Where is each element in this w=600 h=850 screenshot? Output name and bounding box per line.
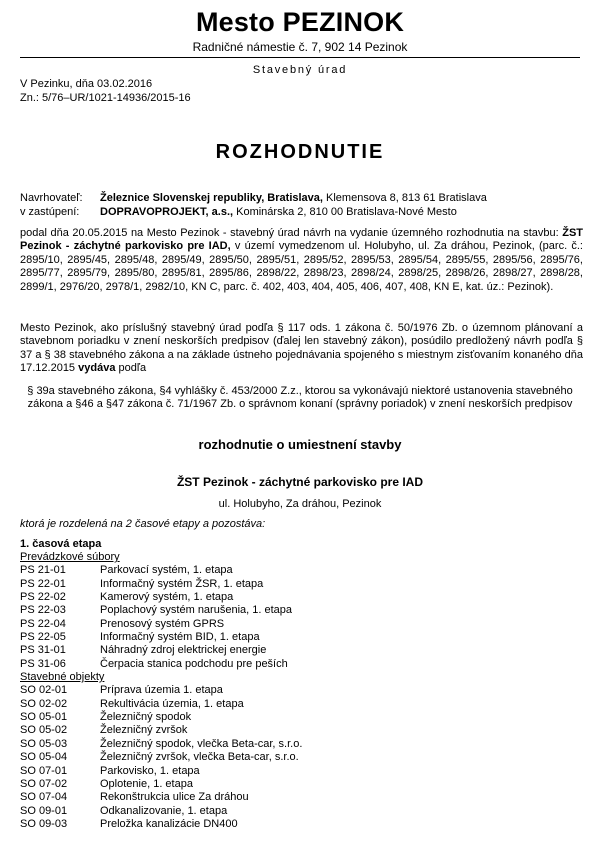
office-name: Stavebný úrad: [252, 64, 348, 76]
item-name: Náhradný zdroj elektrickej energie: [100, 644, 267, 657]
list-item: [20, 818, 580, 831]
item-name: Čerpacia stanica podchodu pre peších: [100, 657, 288, 670]
item-code: SO 05-02: [20, 724, 68, 737]
reference-number: Zn.: 5/76–UR/1021-14936/2015-16: [20, 92, 191, 104]
applicant-label: Navrhovateľ:: [20, 192, 83, 204]
item-name: Preložka kanalizácie DN400: [100, 817, 238, 830]
item-code: SO 02-01: [20, 684, 68, 697]
item-name: Príprava územia 1. etapa: [100, 684, 223, 697]
authority-text-1: Mesto Pezinok, ako príslušný stavebný úrad podľa § 117 ods. 1 zákona č. 50/1976 Zb. o územnom plánovaní a stavebnom poriadku v znení neskorších predpisov (ďalej len stavebný zákon), posúdilo predložený návrh podľa § 37 a § 38 stavebného zákona a na základe ústneho pojednávania spojeného s miestnym zisťovaním konaného dňa 17.12.2015: [20, 322, 583, 375]
list-item: [20, 778, 580, 791]
stage-heading: 1. časová etapa: [20, 538, 102, 550]
item-code: PS 22-03: [20, 604, 66, 617]
item-code: SO 05-01: [20, 711, 68, 724]
list-item: [20, 604, 580, 617]
list-item: [20, 751, 580, 764]
item-code: PS 31-06: [20, 657, 66, 670]
document-date: V Pezinku, dňa 03.02.2016: [20, 78, 153, 90]
proxy-name: DOPRAVOPROJEKT, a.s.,: [100, 206, 234, 218]
application-paragraph: [20, 227, 583, 294]
component-list: [20, 551, 580, 831]
proxy-line: [20, 206, 580, 219]
item-code: PS 21-01: [20, 564, 66, 577]
list-item: [20, 644, 580, 657]
city-address: Radničné námestie č. 7, 902 14 Pezinok: [192, 40, 408, 54]
document-heading: ROZHODNUTIE: [215, 141, 385, 163]
item-code: SO 02-02: [20, 697, 68, 710]
item-name: Rekonštrukcia ulice Za dráhou: [100, 791, 249, 804]
applicant-address: Klemensova 8, 813 61 Bratislava: [322, 192, 487, 204]
project-name-inline: ŽST Pezinok - záchytné parkovisko pre IAD,: [20, 227, 583, 253]
item-name: Rekultivácia územia, 1. etapa: [100, 697, 244, 710]
list-item: [20, 658, 580, 671]
list-item: [20, 738, 580, 751]
list-item: [20, 805, 580, 818]
legal-basis: § 39a stavebného zákona, §4 vyhlášky č. 453/2000 Z.z., ktorou sa vykonávajú niektoré ustanovenia stavebného zákona a §46 a §47 zákona č. 71/1967 Zb. o správnom konaní (správny poriadok) v znení neskorších predpisov: [27, 385, 573, 411]
list-item: [20, 618, 580, 631]
project-location: ul. Holubyho, Za dráhou, Pezinok: [218, 498, 382, 510]
item-name: Prenosový systém GPRS: [100, 617, 225, 630]
application-text-2: v území vymedzenom ul. Holubyho, ul. Za dráhou, Pezinok, (parc. č.: 2895/10, 2895/45, 2895/48, 2895/49, 2895/50, 2895/51, 2895/52, 2895/53, 2895/54, 2895/55, 2895/56, 2895/76, 2895/77, 2895/79, 2895/80, 2895/81, 2895/86, 2898/22, 2898/23, 2898/24, 2898/25, 2898/26, 2898/27, 2898/28, 2899/1, 2976/20, 2978/1, 2982/10, KN C, parc. č. 402, 403, 404, 405, 406, 407, 408, KN E, kat. úz.: Pezinok).: [20, 240, 583, 293]
item-code: PS 22-04: [20, 617, 66, 630]
item-name: Kamerový systém, 1. etapa: [100, 591, 234, 604]
group-label: Prevádzkové súbory: [20, 551, 120, 563]
item-code: PS 22-05: [20, 631, 66, 644]
list-item: [20, 791, 580, 804]
authority-text-2: podľa: [115, 362, 147, 375]
item-code: SO 07-04: [20, 791, 68, 804]
item-code: SO 07-02: [20, 777, 68, 790]
item-code: PS 31-01: [20, 644, 66, 657]
item-name: Železničný zvršok, vlečka Beta-car, s.r.o.: [100, 751, 299, 764]
list-item: [20, 564, 580, 577]
item-name: Oplotenie, 1. etapa: [100, 777, 193, 790]
item-name: Železničný spodok, vlečka Beta-car, s.r.o.: [100, 737, 303, 750]
city-title: Mesto PEZINOK: [195, 7, 405, 37]
decision-subheading: rozhodnutie o umiestnení stavby: [198, 437, 402, 452]
list-item: [20, 724, 580, 737]
header-divider: [20, 57, 580, 58]
proxy-label: v zastúpení:: [20, 206, 80, 218]
proxy-address: Kominárska 2, 810 00 Bratislava-Nové Mesto: [233, 206, 457, 218]
item-code: SO 09-03: [20, 817, 68, 830]
list-item: [20, 578, 580, 591]
list-item: [20, 591, 580, 604]
item-name: Odkanalizovanie, 1. etapa: [100, 804, 228, 817]
group-label: Stavebné objekty: [20, 671, 105, 684]
item-name: Železničný zvršok: [100, 724, 188, 737]
item-code: SO 07-01: [20, 764, 68, 777]
list-item: [20, 684, 580, 697]
item-code: PS 22-01: [20, 577, 66, 590]
item-code: SO 05-04: [20, 751, 68, 764]
item-code: SO 05-03: [20, 737, 68, 750]
item-name: Poplachový systém narušenia, 1. etapa: [100, 604, 293, 617]
list-item: [20, 711, 580, 724]
item-name: Železničný spodok: [100, 711, 192, 724]
project-title: ŽST Pezinok - záchytné parkovisko pre IAD: [176, 475, 424, 489]
application-text-1: podal dňa 20.05.2015 na Mesto Pezinok - stavebný úrad návrh na vydanie územného rozhodnutia na stavbu:: [20, 227, 563, 239]
list-item: [20, 698, 580, 711]
applicant-line: [20, 192, 580, 205]
item-code: PS 22-02: [20, 591, 66, 604]
authority-paragraph: [20, 322, 583, 376]
list-item: [20, 631, 580, 644]
list-item: [20, 765, 580, 778]
item-name: Parkovisko, 1. etapa: [100, 764, 200, 777]
item-name: Informačný systém BID, 1. etapa: [100, 631, 260, 644]
applicant-name: Železnice Slovenskej republiky, Bratislava,: [100, 192, 323, 204]
issues-word: vydáva: [78, 362, 116, 375]
item-name: Parkovací systém, 1. etapa: [100, 564, 233, 577]
stages-intro: ktorá je rozdelená na 2 časové etapy a pozostáva:: [20, 518, 266, 530]
item-name: Informačný systém ŽSR, 1. etapa: [100, 577, 264, 590]
item-code: SO 09-01: [20, 804, 68, 817]
